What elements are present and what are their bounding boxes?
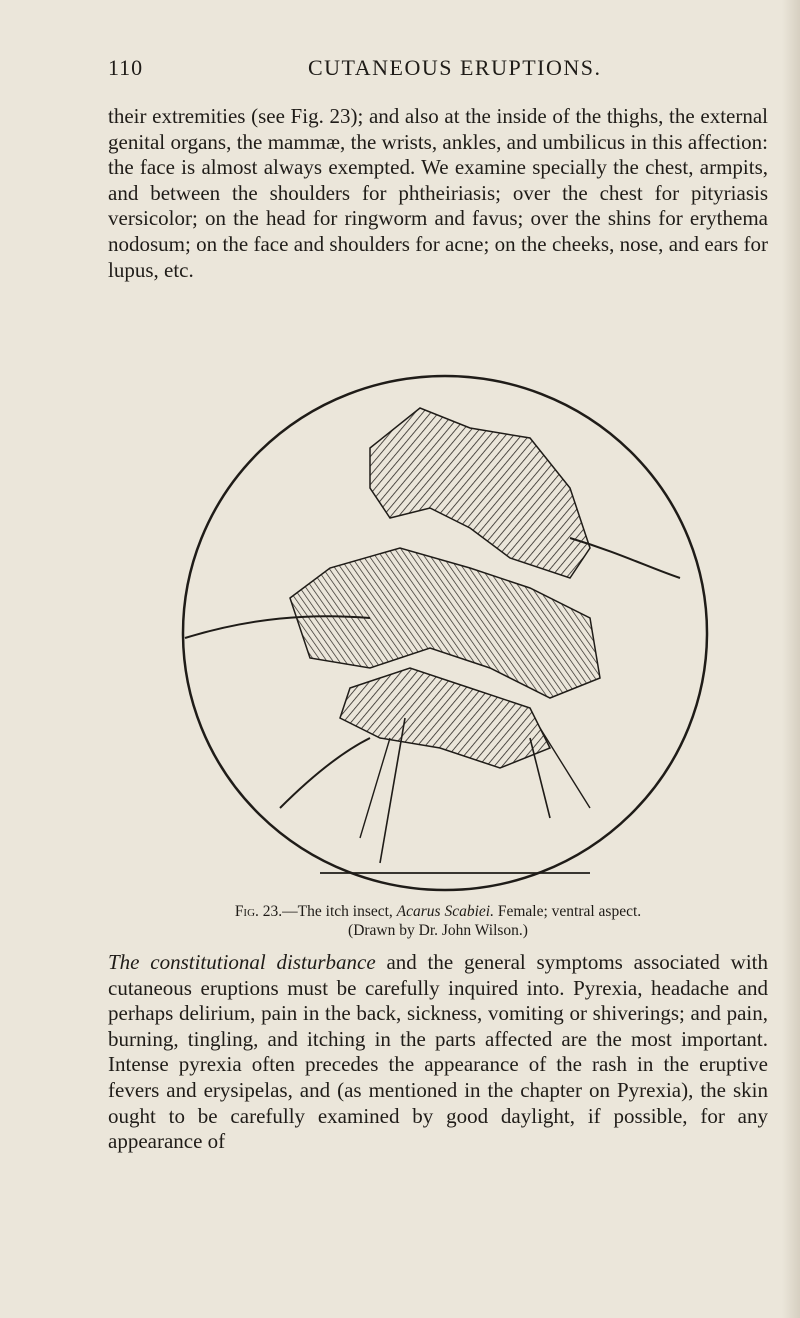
paragraph-extremities: their extremities (see Fig. 23); and also at the inside of the thighs, the external genital organs, the mammæ, the wrists, ankles, and umbilicus in this affection: the face is almost always exempted. We examine specially the chest, armpits, and between the shoulders for phtheiriasis; over the chest for pityriasis versicolor; on the head for ringworm and favus; over the shins for erythema nodosum; on the face and shoulders for acne; on the cheeks, nose, and ears for lupus, etc. <box>108 104 768 282</box>
caption-species: Acarus Scabiei. <box>396 903 494 920</box>
caption-text-2: Female; ventral aspect. <box>493 903 642 920</box>
page-header <box>108 55 768 89</box>
caption-text-1: —The itch insect, <box>282 903 397 920</box>
right-limb <box>570 538 680 578</box>
paragraph-body: and the general symptoms associated with cutaneous eruptions must be carefully inquired into. Pyrexia, headache and perhaps delirium, pain in the back, sickness, vomiting or shiverings; and pain, burning, tingling, and itching in the parts affected are the most important. Intense pyrexia often precedes the appearance of the rash in the eruptive fevers and erysipelas, and (as mentioned in the chapter on Pyrexia), the skin ought to be carefully examined by good daylight, if possible, for any appearance of <box>108 950 769 1154</box>
page-edge-shadow <box>782 0 800 1318</box>
caption-line-2: (Drawn by Dr. John Wilson.) <box>348 922 528 939</box>
lower-bristle-2 <box>360 738 390 838</box>
figure-label: Fig. 23. <box>234 903 283 920</box>
itch-insect-drawing <box>170 368 720 898</box>
acarus-scabiei-illustration <box>170 368 720 898</box>
running-title: CUTANEOUS ERUPTIONS. <box>308 55 602 80</box>
page-number: 110 <box>108 55 144 80</box>
paragraph-lead-italic: The constitutional disturbance <box>108 950 376 974</box>
lower-left-limb <box>280 738 370 808</box>
figure-caption <box>108 902 768 940</box>
paragraph-constitutional <box>108 950 768 1155</box>
lower-right-bristle-2 <box>540 728 590 808</box>
caption-line-1 <box>108 902 768 921</box>
